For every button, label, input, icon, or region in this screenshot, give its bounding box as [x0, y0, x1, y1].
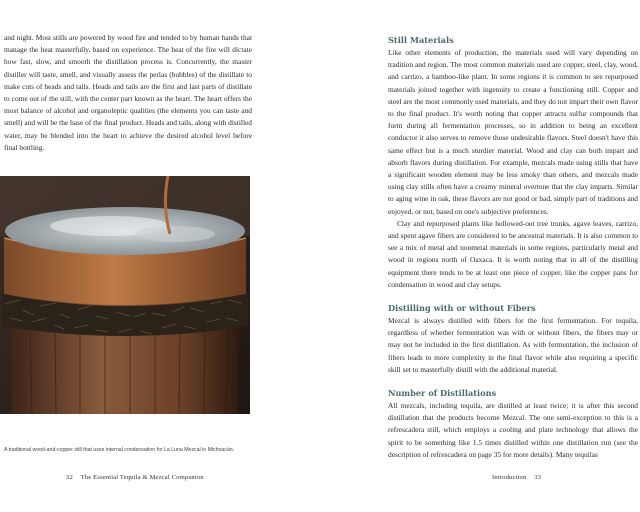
- paragraph: Mezcal is always distilled with fibers for the first fermentation. For tequila, regardless of whether fermentation was with or without fibers, the fibers may or may not be included in the first distillation. As with fermentation, the inclusion of fibers leads to more complexity in the final flavor while also requiring a specific skill set to masterfully distill with the additional material.: [388, 316, 638, 374]
- section-heading-distilling-fibers: Distilling with or without Fibers: [388, 303, 536, 314]
- right-page: [320, 0, 640, 512]
- still-photo: [0, 176, 250, 414]
- book-title: The Essential Tequila & Mezcal Companion: [80, 474, 204, 481]
- paragraph: Clay and repurposed plants like hollowed-out tree trunks, agave leaves, carrizo, and spent agave fibers are considered to be ancestral materials. It is also common to see a mix of metal and nonmetal materials in some regions, particularly metal and wood in regions north of Oaxaca. It is worth noting that in all of the distilling equipment there tends to be at least one piece of copper, like the copper pans for condensation in wood and clay setups.: [388, 218, 638, 289]
- text-column: [388, 34, 638, 461]
- page-number: 32: [66, 474, 73, 481]
- intro-paragraph: and night. Most stills are powered by wood fire and tended to by human hands that manage the heat masterfully, based on experience. The heat of the fire will dictate how fast, slow, and smooth the distillation process is. Concurrently, the master distiller will taste, smell, and visually assess the perlas (bubbles) of the distillate to make cuts of heads and tails. Heads and tails are the first and last parts of distillate to come out of the still, with the center part known as the heart. The heart offers the most balance of alcohol and organoleptic qualities (the elements you can taste and smell) and will be the base of the final product. Heads and tails, along with distilled water, may be blended into the heart to achieve the desired alcohol level before final bottling.: [4, 33, 252, 152]
- paragraph: Like other elements of production, the materials used will vary depending on tradition and region. The most common materials used are copper, steel, clay, wood, and carrizo, a bamboo-like plant. In some regions it is common to see repurposed materials joined together with ingenuity to create a functioning still. Copper and steel are the most commonly used materials, and they do not impart their own flavor to the final product. It's worth noting that copper attracts sulfur compounds that form during all fermentation processes, so in addition to being an excellent conductor it also serves to remove those undesirable flavors. Steel doesn't have this same effect but is a much sturdier material. Wood and clay can both impart and absorb flavors during distillation. For example, mezcals made using stills that have a significant wooden element may be less smoky than others, and mezcals made using clay stills often have a creamy mineral overtone that the clay imparts. Similar to aging wine in oak, these flavors are not good or bad, simply part of traditions and enjoyed, or not, based on one's subjective preferences.: [388, 48, 638, 216]
- section-heading-number-distillations: Number of Distillations: [388, 388, 497, 399]
- page-number: 33: [534, 474, 542, 481]
- paragraph: All mezcals, including tequila, are distilled at least twice; it is after this second distillation that the products become Mezcal. The one semi-exception to this is a refrescadera still, which employs a cooling and plate technology that allows the spirit to be something like 1.5 times distilled within one distillation run (see the description of refrescadera on page 35 for more details). Many tequilas: [388, 401, 638, 459]
- photo-caption: A traditional wood-and-copper still that uses internal condensation for La Luna Mezcal in Michoacán.: [4, 447, 235, 453]
- left-folio: [60, 474, 204, 481]
- right-folio: [492, 474, 547, 481]
- section-title: Introduction: [492, 474, 527, 481]
- section-heading-still-materials: Still Materials: [388, 35, 454, 45]
